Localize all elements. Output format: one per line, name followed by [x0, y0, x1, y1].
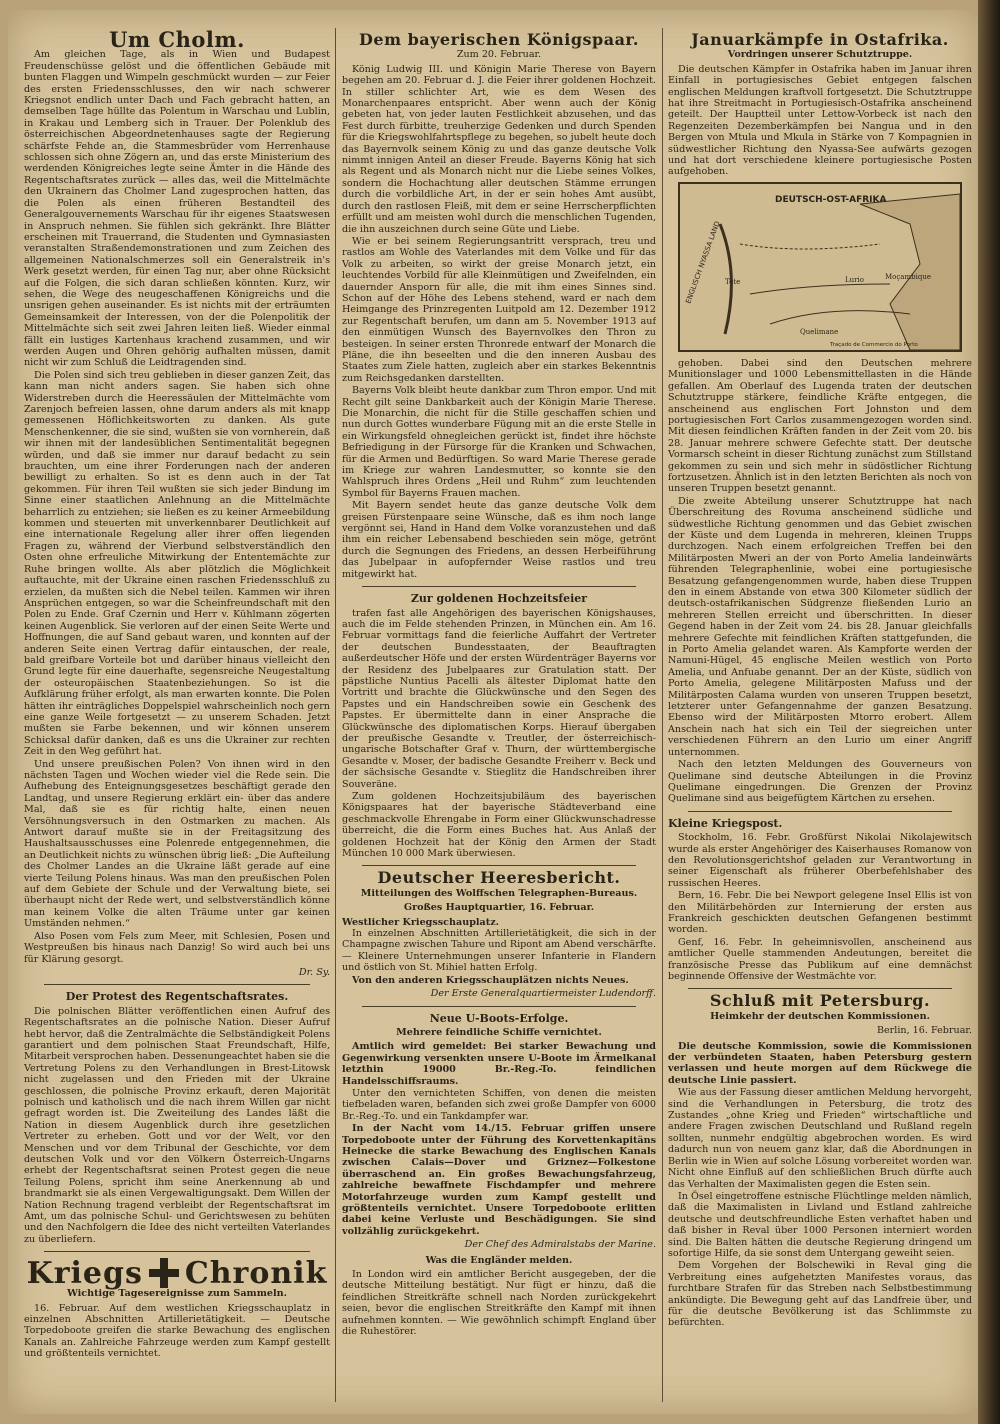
paragraph: Unter den vernichteten Schiffen, von denen die meisten tiefbeladen waren, befanden sich zwei große Dampfer von 6000 Br.-Reg.-To. und ein Tankdampfer war. [342, 1087, 656, 1122]
column-rule [335, 28, 336, 1402]
map-credit: Traçado de Commercio do Porto [830, 341, 918, 348]
paragraph: Die deutschen Kämpfer in Ostafrika haben im Januar ihren Einfall in portugiesisches Gebiet entgegen falschen englischen Meldungen kraftvoll fortgesetzt. Die Schutztruppe hat ihre Streitmacht in Portugiesisch-Ostafrika anscheinend geteilt. Der Hauptteil unter Lettow-Vorbeck ist nach den Regenzeiten Dezemberkämpfen bei Nangua und in den Bergen von Mtula und Mkula in Stärke von 7 Kompagnien in südwestlicher Richtung den Nyassa-See aufwärts gezogen und hat dort verschiedene kleinere portugiesische Posten aufgehoben. [668, 63, 972, 178]
paragraph: Stockholm, 16. Febr. Großfürst Nikolai Nikolajewitsch wurde als erster Angehöriger des Kaiserhauses Romanow von den Revolutionsgerichtshof geladen zur Verantwortung in seiner Eigenschaft als früherer Oberbefehlshaber des russischen Heeres. [668, 832, 972, 889]
binding-edge [978, 0, 1000, 1424]
article-title-protest: Der Protest des Regentschaftsrates. [65, 990, 289, 1004]
paragraph: Mit Bayern sendet heute das ganze deutsche Volk dem greisen Fürstenpaare seine Wünsche, daß es ihm noch lange vergönnt sei, Hand in Hand dem Volke voranzustehen und daß ihm ein reicher Lebensabend beschieden sein möge, getrönt durch die Segnungen des Friedens, an dessen Herbeiführung das Jubelpaar in aufopfernder Weise rastlos und treu mitgewirkt hat. [342, 500, 656, 580]
paragraph: Genf, 16. Febr. In geheimnisvollen, anscheinend aus amtlicher Quelle stammenden Andeutungen, bereitet die französische Presse das Publikum auf eine demnächst beginnende Offensive der Westmächte vor. [668, 936, 972, 982]
article-title-januarkaempfe: Januarkämpfe in Ostafrika. [691, 30, 949, 49]
article-title-petersburg: Schluß mit Petersburg. [709, 991, 931, 1011]
section-heading: Was die Engländer melden. [425, 1254, 573, 1266]
column-rule [662, 28, 663, 1402]
signature-ludendorff: Der Erste Generalquartiermeister Ludendorff. [430, 988, 656, 1000]
paragraph: Amtlich wird gemeldet: Bei starker Bewachung und Gegenwirkung versenkten unsere U-Boote im Ärmelkanal letzthin 19000 Br.-Reg.-To. feindlichen Handelsschiffsraums. [342, 1041, 656, 1087]
column-middle [342, 30, 656, 1400]
paragraph: Die deutsche Kommission, sowie die Kommissionen der verbündeten Staaten, haben Petersburg gestern verlassen und heute morgen auf dem Rückwege die deutsche Linie passiert. [668, 1040, 972, 1086]
dateline: Zum 20. Februar. [456, 49, 542, 61]
hauptquartier-dateline: Großes Hauptquartier, 16. Februar. [403, 902, 595, 914]
divider [362, 586, 636, 587]
paragraph: Wie er bei seinem Regierungsantritt versprach, treu und rastlos am Wohle des Vaterlandes mit dem Volke und für das Volk zu arbeiten, so wirkt der greise Monarch jetzt, ein leuchtendes Vorbild für alle Kleinmütigen und Zweifelnden, ein dauernder Ansporn für alle, die mit ihm eines Sinnes sind. Schon auf der Höhe des Lebens stehend, ward er nach dem Heimgange des Prinzregenten Luitpold am 12. Dezember 1912 zur Regentschaft berufen, um dann am 5. November 1913 auf den einmütigen Wunsch des Bayernvolkes den Thron zu besteigen. In seiner ersten Thronrede entwarf der Monarch die Pläne, die ihn beseelten und die den inneren Ausbau des Staates zum Ziele hatten, zugleich aber ein starkes Bekenntnis zum Reichsgedanken darstellten. [342, 235, 656, 384]
paragraph: 16. Februar. Auf dem westlichen Kriegsschauplatz in einzelnen Abschnitten Artillerietätigkeit. — Deutsche Torpedoboote greifen die starke Bewachung des englischen Kanals an. Zahlreiche Fahrzeuge werden zum Kampf gestellt und größtenteils vernichtet. [24, 1302, 330, 1360]
map-label-tete: Tete [725, 277, 741, 286]
paragraph: Zum goldenen Hochzeitsjubiläum des bayerischen Königspaares hat der bayerische Städteverband eine geschmackvolle Ehrengabe in Form einer Glückwunschadresse überreicht, die die Form eines Buches hat. Aus Anlaß der goldenen Hochzeit hat der König den Armen der Stadt München 10 000 Mark überwiesen. [342, 791, 656, 860]
article-title-hochzeitsfeier: Zur goldenen Hochzeitsfeier [410, 592, 588, 606]
map-label-colony: DEUTSCH-OST-AFRIKA [775, 194, 887, 205]
chronik-subtitle: Wichtige Tagesereignisse zum Sammeln. [67, 1288, 287, 1300]
paragraph: König Ludwig III. und Königin Marie Therese von Bayern begehen am 20. Februar d. J. die Feier ihrer goldenen Hochzeit. In stiller schlichter Art, wie es dem Wesen des Monarchenpaares entspricht. Aber wenn auch der König gebeten hat, von jeder lauten Festlichkeit abzusehen, und das Fest durch fürbitte, treuherzige Gedenken und durch Spenden für die Kriegswohlfahrtspflege zu begehen, so jubelt heute doch das Bayernvolk seinem König zu und das ganze deutsche Volk nimmt innigen Anteil an dieser Freude. Bayerns König hat sich als Regent und als Monarch nicht nur die Liebe seines Volkes, sondern die Hochachtung aller deutschen Stämme errungen durch die vorbildliche Art, in der er sein hohes Amt ausübt, durch den rastlosen Fleiß, mit dem er seine Herrscherpflichten erfüllt und am meisten wohl durch die menschlichen Tugenden, die ihn auszeichnen durch seine Güte und Liebe. [342, 63, 656, 235]
paragraph: Bern, 16. Febr. Die bei Newport gelegene Insel Ellis ist von den Militärbehörden zur Internierung der ersten aus Frankreich geschickten deutschen Gefangenen bestimmt worden. [668, 890, 972, 936]
map-drawing [680, 184, 960, 350]
east-africa-map [678, 182, 962, 352]
divider [44, 984, 310, 985]
map-label-quelimane: Quelimane [800, 327, 839, 336]
paragraph: Von den anderen Kriegsschauplätzen nichts Neues. [352, 974, 629, 986]
newspaper-page [8, 10, 978, 1414]
article-title-um-cholm: Um Cholm. [109, 30, 245, 52]
article-subtitle: Vordringen unserer Schutztruppe. [727, 49, 913, 61]
article-title-kriegspost: Kleine Kriegspost. [668, 816, 783, 830]
paragraph: gehoben. Dabei sind den Deutschen mehrere Munitionslager und 1000 Lebensmittellasten in die Hände gefallen. Am Oberlauf des Lugenda traten der deutschen Schutztruppe stärkere, feindliche Kräfte entgegen, die anscheinend aus englischen Fort Johnston und dem portugiesischen Fort Carlos zusammengezogen worden sind. Mit diesen feindlichen Kräften fanden in der Zeit vom 20. bis 28. Januar mehrere schwere Gefechte statt. Der deutsche Vormarsch scheint in dieser Richtung zunächst zum Stillstand gekommen zu sein und sich mehr in südöstlicher Richtung fortzusetzen. Ähnlich ist in den letzten Berichten als noch von unseren Truppen besetzt genannt. [668, 357, 972, 495]
paragraph: Wie aus der Fassung dieser amtlichen Meldung hervorgeht, sind die Verhandlungen in Petersburg, die trotz des Zustandes „ohne Krieg und Frieden“ wirtschaftliche und andere Fragen zwischen Deutschland und Rußland regeln sollten, nunmehr endgültig abgebrochen worden. Es wird dadurch nun von neuem ganz klar, daß die Abordnungen in Berlin wie in Wien auf solche Lösung vorbereitet worden war. Nicht ohne Einfluß auf den schließlichen Bruch dürfte auch das Verhalten der Maximalisten gegen die Esten sein. [668, 1087, 972, 1190]
divider [688, 988, 952, 989]
signature-admiralstab: Der Chef des Admiralstabs der Marine. [464, 1239, 656, 1251]
kriegs-chronik-banner [24, 1255, 330, 1291]
dateline: Berlin, 16. Februar. [876, 1025, 972, 1037]
paragraph: Und unsere preußischen Polen? Von ihnen wird in den nächsten Tagen und Wochen wieder viel die Rede sein. Die Aufhebung des Enteignungsgesetzes beschäftigt gerade den Landtag, und unsere Regierung erklärt ein- über das andere Mal, daß sie es für richtig halte, einen neuen Versöhnungsversuch in den Ostmarken zu machen. Als Antwort darauf mußte sie in der Freitagsitzung des Haushaltsausschusses eine Polenrede entgegennehmen, die an Deutlichkeit nichts zu wünschen übrig ließ: „Die Aufteilung des Cholmer Landes an die Ukraine läßt gerade auf eine vierte Teilung Polens hinaus. Was man den preußischen Polen auf dem Gebiete der Schule und der Verwaltung biete, sei überhaupt nicht der Rede wert, und selbstverständlich könne man keinem Volke die alten Träume unter gar keinen Umständen nehmen.“ [24, 758, 330, 930]
paragraph: Die Polen sind sich treu geblieben in dieser ganzen Zeit, das kann man nicht anders sagen. Sie haben sich ohne Widerstreben durch die Heeressäulen der Mittelmächte vom Zarenjoch befreien lassen, ohne darum anders als mit knapp gemessenen Höflichkeitsworten zu danken. Als gute Menschenkenner, die sie sind, wußten sie von vornherein, daß wir ihnen mit der landesüblichen Sentimentalität begegnen würden, und daß sie immer nur darauf bedacht zu sein brauchten, um eine ihrer Forderungen nach der anderen bewilligt zu erhalten. So ist es denn auch in der Tat gekommen. Für ihren Teil wußten sie sich jeder Bindung im Sinne einer staatlichen Anlehnung an die Mittelmächte beharrlich zu entziehen; sie ließen es zu keiner Armeebildung kommen und steuerten mit unverkennbarer Deutlichkeit auf eine internationale Regelung aller ihrer offen liegenden Fragen zu, während der Vierbund selbstverständlich den Osten ohne erfreuliche Mitwirkung der Ententemächte zur Ruhe bringen wollte. Als aber plötzlich die Möglichkeit auftauchte, mit der Ukraine einen raschen Friedensschluß zu erzielen, da mußten sich die Nebel teilen. Kammen wir ihren Ansprüchen entgegen, so war die Scheinfreundschaft mit den Polen zu Ende. Graf Czernin und Herr v. Kühlmann zögerten keinen Augenblick. Sie verloren auf der einen Seite Werte und Hoffnungen, die auf Sand gebaut waren, und konnten auf der anderen Seite einen Vertrag dafür eintauschen, der reale, bald greifbare Vorteile bot und darüber hinaus vielleicht den Grund legte für eine dauerhafte, segensreiche Neugestaltung der osteuropäischen Staatenbeziehungen. So ist die Aufklärung früher erfolgt, als man erwarten konnte. Die Polen hätten ihr einträgliches Doppelspiel wahrscheinlich noch gern eine ganze Weile fortgesetzt — zu unserem Schaden. Jetzt mußten sie Farbe bekennen, und wir können unserem Schicksal dafür danken, daß es uns die Ukrainer zur rechten Zeit in den Weg geführt hat. [24, 369, 330, 758]
paragraph: Nach den letzten Meldungen des Gouverneurs von Quelimane sind deutsche Abteilungen in die Provinz Quelimane eingedrungen. Die Grenzen der Provinz Quelimane sind aus beigefügtem Kärtchen zu ersehen. [668, 759, 972, 805]
paragraph: Am gleichen Tage, als in Wien und Budapest Freudenschüsse gelöst und die öffentlichen Gebäude mit bunten Flaggen und Wimpeln geschmückt wurden — zur Feier des ersten Friedensschlusses, den wir nach schwerer Kriegsnot endlich unter Dach und Fach gebracht hatten, an demselben Tage hüllte das Polentum in Warschau und Lublin, in Krakau und Lemberg sich in Trauer. Der Polenklub des österreichischen Abgeordnetenhauses sagte der Regierung schärfste Fehde an, die Stammesbrüder vom Herrenhause schlossen sich ohne Zögern an, und das erste Ministerium des werdenden Königreiches legte seine Ämter in die Hände des Regentschaftsrates zurück — alles das, weil die Mittelmächte den Ukrainern das Cholmer Land zugesprochen hatten, das die Polen als einen früheren Bestandteil des Generalgouvernements Warschau für ihr eigenes Staatswesen in Anspruch nehmen. Sie fühlen sich gekränkt. Ihre Blätter erscheinen mit Trauerrand, die Studenten und Gymnasiasten veranstalten Straßendemonstrationen und zum Zeichen des allgemeinen Nationalschmerzes soll ein Generalstreik in's Werk gesetzt werden, für einen Tag nur, aber ohne Rücksicht auf die Folgen, die sich daran schließen könnten. Kurz, wir sehen, die Wege des neugeschaffenen Königreichs und die unsrigen gehen auseinander. Es ist nichts mit der erträumten Gemeinsamkeit der Interessen, von der die Polenpolitik der Mittelmächte sich seit zwei Jahren leiten ließ. Wieder einmal fällt ein lustiges Kartenhaus krachend zusammen, und wir werden Augen und Ohren gehörig aufhalten müssen, damit nicht wir zum Schluß die Leidtragenden sind. [24, 49, 330, 369]
u-boote-subtitle: Mehrere feindliche Schiffe vernichtet. [396, 1026, 602, 1038]
paragraph: Dem Vorgehen der Bolschewiki in Reval ging die Verbreitung eines aufgehetzten Manifestes voraus, das furchtbare Strafen für das Streben nach Selbstbestimmung ankündigte. Die Bewegung geht auf das Landfreie über, und für die deutsche Bevölkerung ist das Schlimmste zu befürchten. [668, 1260, 972, 1329]
map-label-lurio: Lurio [845, 275, 864, 284]
author-signature: Dr. Sy. [298, 966, 330, 978]
map-label-land: ENGLISCH NYASSA LAND [684, 219, 722, 305]
article-title-u-boote: Neue U-Boots-Erfolge. [429, 1011, 569, 1025]
paragraph: In London wird ein amtlicher Bericht ausgegeben, der die deutsche Mitteilung bestätigt. Nur fügt er hinzu, daß die feindlichen Streitkräfte schnell nach Norden zurückgekehrt seien, bevor die englischen Streitkräfte den Kampf mit ihnen aufnehmen konnten. — Wie gewöhnlich schimpft England über die Ruhestörer. [342, 1269, 656, 1338]
divider [362, 1006, 636, 1007]
paragraph: In einzelnen Abschnitten Artillerietätigkeit, die sich in der Champagne zwischen Tahure und Ripont am Abend verschärfte. — Kleinere Unternehmungen unserer Infanterie in Flandern und östlich von St. Mihiel hatten Erfolg. [342, 928, 656, 974]
paragraph: Die polnischen Blätter veröffentlichen einen Aufruf des Regentschaftsrates an die polnische Nation. Dieser Aufruf hebt hervor, daß die Zentralmächte die Selbständigkeit Polens garantiert und dem polnischen Staat Freundschaft, Hilfe, Mitarbeit versprochen haben. Dessenungeachtet haben sie die Vertretung Polens zu den Verhandlungen in Brest-Litowsk nicht zugelassen und den Frieden mit der Ukraine geschlossen, die polnische Provinz erkauft, deren Majorität polnisch und katholisch und die nach ihrem Willen gar nicht gefragt worden ist. Die Zweiteilung des Landes läßt die Nation in diesem Augenblick durch ihre gesetzlichen Vertreter zu erheben. Gott und vor der Welt, vor den Menschen und vor dem Tribunal der Geschichte, vor dem deutschen Volk und vor den Völkern Österreich-Ungarns erhebt der Regentschaftsrat seinen Protest gegen die neue Teilung Polens, spricht ihm seine Anerkennung ab und brandmarkt sie als einen Vergewaltigungsakt. Dem Willen der Nation Rechnung tragend verbleibt der Regentschaftsrat im Amt, um das polnische Schul- und Gerichtswesen zu behüten und den Nachfolgern die Idee des nicht verteilten Vaterlandes zu überliefern. [24, 1005, 330, 1245]
divider [688, 811, 952, 812]
map-label-moz: Moçambique [885, 272, 931, 281]
chronik-right-word: Chronik [184, 1255, 328, 1291]
chronik-left-word: Kriegs [26, 1255, 143, 1291]
paragraph: Die zweite Abteilung unserer Schutztruppe hat nach Überschreitung des Rovuma anscheinend südliche und südwestliche Richtung genommen und das Gebiet zwischen der Küste und dem Lugenda in mehreren, kleinen Trupps durchzogen. Nach einem erfolgreichen Treffen bei den Militärposten Mweri an der von Porto Amelia landeinwärts führenden Telegraphenlinie, wobei eine portugiesische Besatzung gefangengenommen wurde, haben diese Truppen den in einem Abstande von etwa 300 Kilometer südlich der deutsch-ostafrikanischen Südgrenze fließenden Lurio an mehreren Stellen erreicht und überschritten. In dieser Gegend haben in der Zeit vom 24. bis 28. Januar gleichfalls mehrere Gefechte mit feindlichen Kräften stattgefunden, die in Porto Amelia gelandet waren. Als Kampforte werden der Namuni-Hügel, 45 englische Meilen westlich von Porto Amelia, und Anfuabe genannt. Der an der Küste, südlich von Porto Amelia, gelegene Militärposten Mafuss und der Militärposten Calama wurden von unseren Truppen besetzt, letzterer unter Gefangennahme der ganzen Besatzung. Ebenso wird der Militärposten Mtorro erobert. Allem Anschein nach hat sich ein Teil der siegreichen unter verschiedenen Führern an den Lurio um einer Angriff unternommen. [668, 495, 972, 758]
paragraph: trafen fast alle Angehörigen des bayerischen Königshauses, auch die im Felde stehenden Prinzen, in München ein. Am 16. Februar vormittags fand die feierliche Auffahrt der Vertreter der deutschen Bundesstaaten, der Beauftragten außerdeutscher Höfe und der ersten Würdenträger Bayerns vor der Residenz des Jubelpaares zur Gratulation statt. Der päpstliche Nuntius Pacelli als ältester Diplomat hatte den Vortritt und brachte die Glückwünsche und den Segen des Papstes und ein Handschreiben sowie ein Geschenk des Papstes. Er übermittelte dann in einer Ansprache die Glückwünsche des diplomatischen Korps. Hierauf übergaben der preußische Gesandte v. Treutler, der österreichisch-ungarische Botschafter Graf v. Thurn, der württembergische Gesandte v. Moser, der badische Gesandte Freiherr v. Beck und der sächsische Gesandte v. Stieglitz die Handschreiben ihrer Souveräne. [342, 607, 656, 790]
article-subtitle: Heimkehr der deutschen Kommissionen. [710, 1010, 930, 1022]
divider [362, 865, 636, 866]
divider [44, 1251, 310, 1252]
wtb-subtitle: Mitteilungen des Wolffschen Telegraphen-Bureaus. [360, 887, 638, 899]
column-left [24, 30, 330, 1400]
column-right [668, 30, 972, 1400]
section-heading: Westlicher Kriegsschauplatz. [342, 916, 499, 928]
paragraph: In Ösel eingetroffene estnische Flüchtlinge melden nämlich, daß die Maximalisten in Livland und Estland zahlreiche deutsche und deutschfreundliche Esten verhaftet haben und daß bisher in Reval über 1000 Personen interniert worden sind. Die Balten hätten die deutsche Regierung dringend um sofortige Hilfe, da sie sonst dem Untergang geweiht seien. [668, 1190, 972, 1259]
article-title-koenigspaar: Dem bayerischen Königspaar. [359, 30, 639, 49]
iron-cross-icon [149, 1258, 179, 1288]
paragraph: Also Posen vom Fels zum Meer, mit Schlesien, Posen und Westpreußen bis hinaus nach Danzig! So wird auch bei uns für Klärung gesorgt. [24, 930, 330, 965]
article-title-heeresbericht: Deutscher Heeresbericht. [377, 868, 621, 888]
paragraph: In der Nacht vom 14./15. Februar griffen unsere Torpedoboote unter der Führung des Korvettenkapitäns Heinecke die starke Bewachung des Englischen Kanals zwischen Calais—Dover und Griznez—Folkestone überraschend an. Ein großes Bewachungsfahrzeug, zahlreiche bewaffnete Fischdampfer und mehrere Motorfahrzeuge wurden zum Kampf gestellt und größtenteils vernichtet. Unsere Torpedoboote erlitten dabei keine Verluste und Beschädigungen. Sie sind vollzählig zurückgekehrt. [342, 1123, 656, 1237]
paragraph: Bayerns Volk bleibt heute dankbar zum Thron empor. Und mit Recht gilt seine Dankbarkeit auch der Königin Marie Therese. Die Monarchin, die nicht für die Stille geschaffen schien und nun durch Gottes wunderbare Fügung mit an die erste Stelle in ein Wirkungsfeld ohnegleichen gerückt ist, findet ihre höchste Befriedigung in der Fürsorge für die Kranken und Schwachen, für die Armen und Bedürftigen. So ward Marie Therese gerade im Kriege zur wahren Landesmutter, so konnte sie den Wahlspruch ihres Ordens „Heil und Ruhm“ zum leuchtenden Symbol für Bayerns Frauen machen. [342, 385, 656, 499]
